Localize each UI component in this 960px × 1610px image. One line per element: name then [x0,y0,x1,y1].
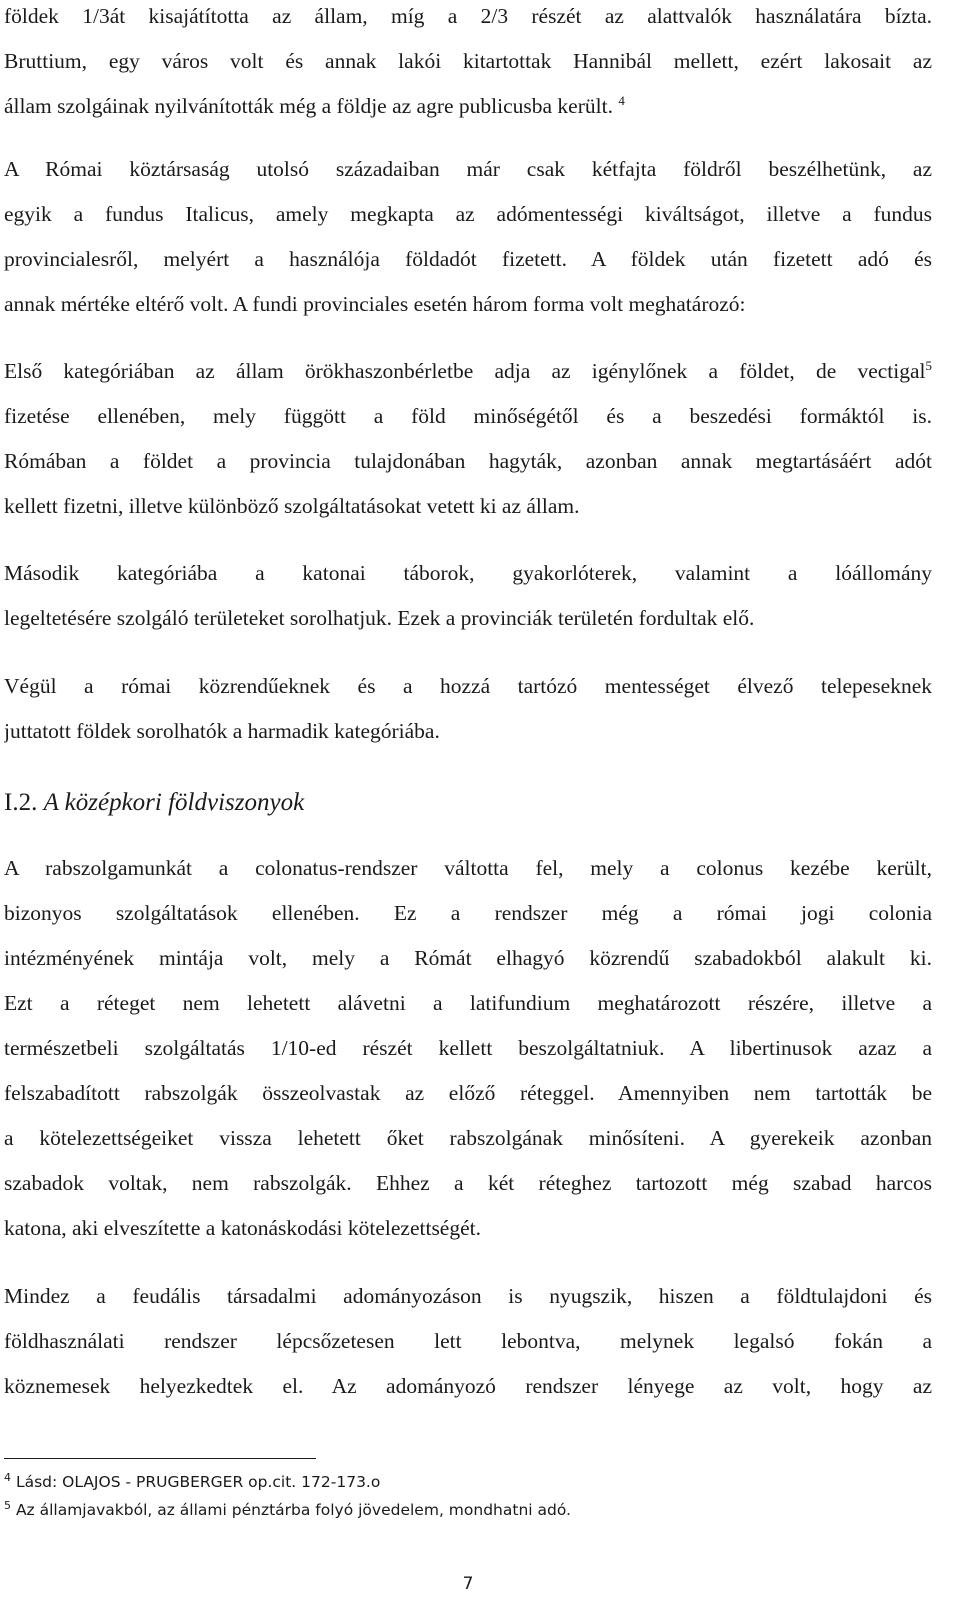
text-line: Mindez a feudális társadalmi adományozáson is nyugszik, hiszen a földtulajdoni és [4,1284,932,1308]
footnote-text: Az államjavakból, az állami pénztárba folyó jövedelem, mondhatni adó. [15,1501,571,1519]
paragraph-2 [4,147,932,327]
footnote-number: 5 [4,1498,11,1512]
text-line: Ezt a réteget nem lehetett alávetni a latifundium meghatározott részére, illetve a [4,991,932,1015]
footnote-number: 4 [4,1470,11,1484]
footnote-text: Lásd: OLAJOS - PRUGBERGER op.cit. 172-173.o [15,1473,381,1491]
text-line: Végül a római közrendűeknek és a hozzá tartózó mentességet élvező telepeseknek [4,674,932,698]
text-line: bizonyos szolgáltatások ellenében. Ez a rendszer még a római jogi colonia [4,901,932,925]
text-line: földek 1/3át kisajátította az állam, míg a 2/3 részét az alattvalók használatára bízta. [4,4,932,28]
text-line [4,349,932,394]
paragraph-1 [4,0,932,129]
text-line: provincialesről, melyért a használója földadót fizetett. A földek után fizetett adó és [4,247,932,271]
paragraph-6 [4,846,932,1251]
text-line: fizetése ellenében, mely függött a föld minőségétől és a beszedési formáktól is. [4,404,932,428]
text-line: legeltetésére szolgáló területeket sorolhatjuk. Ezek a provinciák területén fordultak elő. [4,606,755,630]
text-line: Második kategóriába a katonai táborok, gyakorlóterek, valamint a lóállomány [4,561,932,585]
text-line: Rómában a földet a provincia tulajdonában hagyták, azonban annak megtartásáért adót [4,449,932,473]
text-line: köznemesek helyezkedtek el. Az adományozó rendszer lényege az volt, hogy az [4,1374,932,1398]
section-number: I.2. [4,789,38,816]
text-line: A rabszolgamunkát a colonatus-rendszer váltotta fel, mely a colonus kezébe került, [4,856,932,880]
text-line: juttatott földek sorolhatók a harmadik kategóriába. [4,719,440,743]
footnote-ref-5[interactable]: 5 [925,357,932,373]
text-line-content: Első kategóriában az állam örökhaszonbérletbe adja az igénylőnek a földet, de vectigal [4,359,926,383]
section-title: A középkori földviszonyok [43,789,305,816]
section-heading [4,780,304,825]
footnote-ref-4[interactable]: 4 [618,92,625,108]
paragraph-4 [4,551,932,641]
text-line: szabadok voltak, nem rabszolgák. Ehhez a két réteghez tartozott még szabad harcos [4,1171,932,1195]
text-line: földhasználati rendszer lépcsőzetesen lett lebontva, melynek legalsó fokán a [4,1329,932,1353]
text-line: természetbeli szolgáltatás 1/10-ed részét kellett beszolgáltatniuk. A libertinusok azaz a [4,1036,932,1060]
text-line: A Római köztársaság utolsó századaiban már csak kétfajta földről beszélhetünk, az [4,157,932,181]
text-line: egyik a fundus Italicus, amely megkapta az adómentességi kiváltságot, illetve a fundus [4,202,932,226]
text-line: annak mértéke eltérő volt. A fundi provinciales esetén három forma volt meghatározó: [4,292,746,316]
footnote-4 [4,1468,380,1496]
text-line: katona, aki elveszítette a katonáskodási kötelezettségét. [4,1216,481,1240]
text-line: kellett fizetni, illetve különböző szolgáltatásokat vetett ki az állam. [4,494,580,518]
footnote-5 [4,1496,571,1524]
text-line: a kötelezettségeiket vissza lehetett őket rabszolgának minősíteni. A gyerekeik azonban [4,1126,932,1150]
text-line: felszabadított rabszolgák összeolvastak az előző réteggel. Amennyiben nem tartották be [4,1081,932,1105]
footnote-separator [4,1458,316,1459]
paragraph-7 [4,1274,932,1409]
paragraph-5 [4,664,932,754]
page-number: 7 [462,1574,474,1594]
text-line-content: állam szolgáinak nyilvánították még a földje az agre publicusba került. [4,94,613,118]
text-line: intézményének mintája volt, mely a Rómát elhagyó közrendű szabadokból alakult ki. [4,946,932,970]
paragraph-3 [4,349,932,529]
text-line: Bruttium, egy város volt és annak lakói kitartottak Hannibál mellett, ezért lakosait az [4,49,932,73]
text-line [4,84,932,129]
